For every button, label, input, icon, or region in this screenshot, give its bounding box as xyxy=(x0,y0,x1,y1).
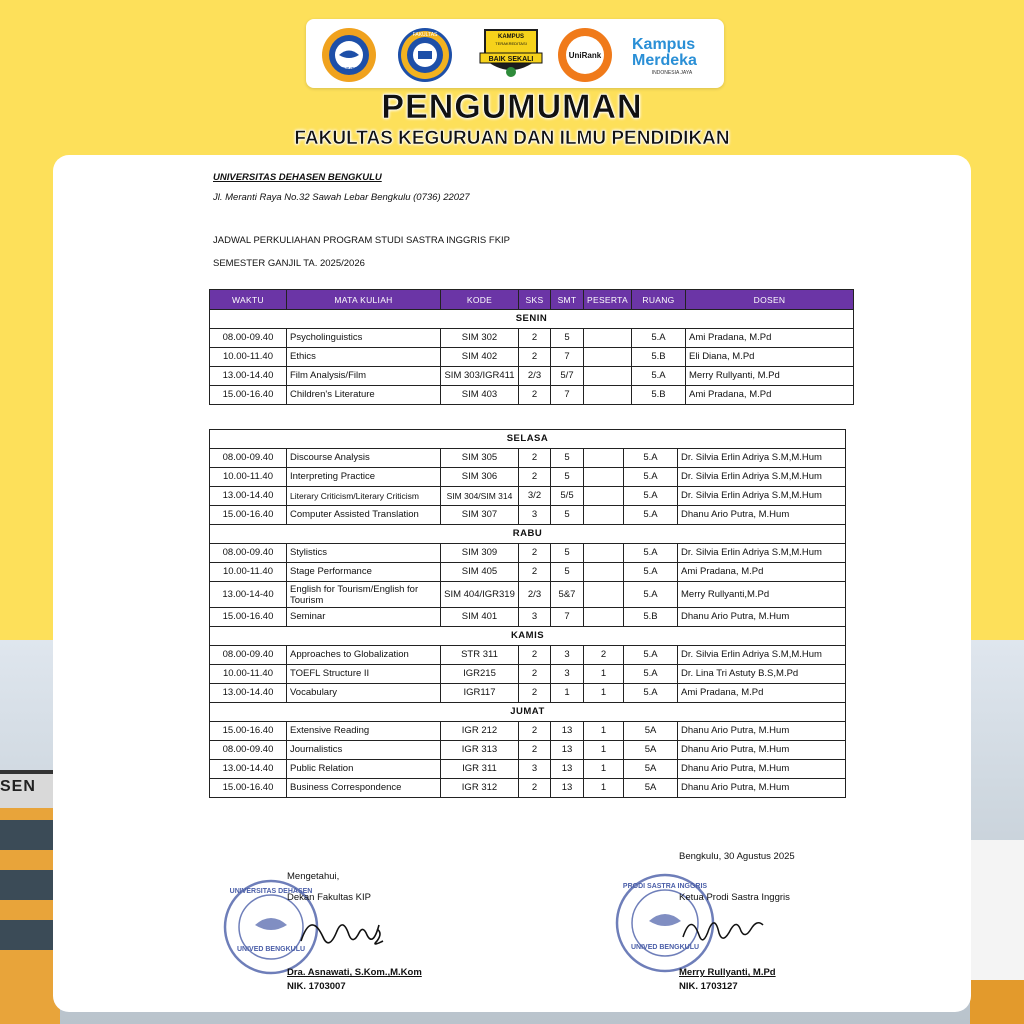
table-row xyxy=(210,348,854,367)
cell-sks: 2 xyxy=(519,665,551,684)
cell-time: 15.00-16.40 xyxy=(210,608,287,627)
cell-code: SIM 403 xyxy=(441,386,519,405)
university-seal-icon xyxy=(320,27,378,83)
cell-smt: 5 xyxy=(551,544,584,563)
cell-room: 5.A xyxy=(624,506,678,525)
cell-room: 5.B xyxy=(632,386,686,405)
day-row xyxy=(210,430,846,449)
cell-course: Seminar xyxy=(287,608,441,627)
svg-text:UniRank: UniRank xyxy=(568,51,602,60)
cell-time: 10.00-11.40 xyxy=(210,665,287,684)
svg-text:FAKULTAS: FAKULTAS xyxy=(412,32,438,38)
col-header: SKS xyxy=(519,290,551,310)
cell-smt: 5 xyxy=(551,468,584,487)
cell-sks: 2 xyxy=(519,722,551,741)
table-row xyxy=(210,741,846,760)
day-label: KAMIS xyxy=(210,627,846,646)
cell-course: Computer Assisted Translation xyxy=(287,506,441,525)
cell-lecturer: Dr. Silvia Erlin Adriya S.M,M.Hum xyxy=(678,468,846,487)
cell-lecturer: Dhanu Ario Putra, M.Hum xyxy=(678,779,846,798)
cell-room: 5.B xyxy=(624,608,678,627)
cell-time: 10.00-11.40 xyxy=(210,348,287,367)
cell-sks: 3/2 xyxy=(519,487,551,506)
cell-lecturer: Ami Pradana, M.Pd xyxy=(686,329,854,348)
cell-code: SIM 304/SIM 314 xyxy=(441,487,519,506)
table-row xyxy=(210,329,854,348)
cell-smt: 5 xyxy=(551,563,584,582)
day-label: SELASA xyxy=(210,430,846,449)
cell-time: 10.00-11.40 xyxy=(210,468,287,487)
table-row xyxy=(210,684,846,703)
table-row xyxy=(210,646,846,665)
cell-smt: 5 xyxy=(551,449,584,468)
svg-text:UNIVED: UNIVED xyxy=(339,67,359,73)
cell-room: 5.A xyxy=(624,684,678,703)
svg-text:INDONESIA JAYA: INDONESIA JAYA xyxy=(651,70,693,76)
cell-course: Public Relation xyxy=(287,760,441,779)
cell-smt: 5&7 xyxy=(551,582,584,608)
cell-peserta xyxy=(584,386,632,405)
cell-code: SIM 303/IGR411 xyxy=(441,367,519,386)
schedule-document xyxy=(53,155,971,1012)
table-row xyxy=(210,779,846,798)
cell-smt: 7 xyxy=(551,348,584,367)
cell-course: Interpreting Practice xyxy=(287,468,441,487)
cell-code: IGR 312 xyxy=(441,779,519,798)
cell-lecturer: Dhanu Ario Putra, M.Hum xyxy=(678,760,846,779)
cell-lecturer: Dr. Lina Tri Astuty B.S,M.Pd xyxy=(678,665,846,684)
cell-code: IGR215 xyxy=(441,665,519,684)
cell-sks: 2 xyxy=(519,468,551,487)
cell-code: SIM 405 xyxy=(441,563,519,582)
col-header: MATA KULIAH xyxy=(287,290,441,310)
cell-code: IGR 313 xyxy=(441,741,519,760)
table-row xyxy=(210,449,846,468)
cell-time: 15.00-16.40 xyxy=(210,722,287,741)
cell-lecturer: Ami Pradana, M.Pd xyxy=(686,386,854,405)
cell-room: 5.A xyxy=(624,665,678,684)
svg-text:Merdeka: Merdeka xyxy=(632,52,697,69)
svg-text:UNIVED BENGKULU: UNIVED BENGKULU xyxy=(630,944,700,951)
table-row xyxy=(210,665,846,684)
day-row xyxy=(210,627,846,646)
cell-course: Ethics xyxy=(287,348,441,367)
table-row xyxy=(210,468,846,487)
cell-room: 5.A xyxy=(624,544,678,563)
cell-lecturer: Eli Diana, M.Pd xyxy=(686,348,854,367)
university-address: Jl. Meranti Raya No.32 Sawah Lebar Bengkulu (0736) 22027 xyxy=(213,192,470,203)
svg-text:KAMPUS: KAMPUS xyxy=(497,34,525,40)
cell-time: 13.00-14.40 xyxy=(210,760,287,779)
building-sign: SEN xyxy=(0,778,36,795)
svg-text:UNIVERSITAS DEHASEN: UNIVERSITAS DEHASEN xyxy=(229,888,313,895)
col-header: WAKTU xyxy=(210,290,287,310)
cell-sks: 2 xyxy=(519,386,551,405)
cell-room: 5.A xyxy=(624,449,678,468)
building-right xyxy=(970,840,1024,1024)
table-row xyxy=(210,563,846,582)
cell-peserta xyxy=(584,367,632,386)
cell-room: 5.A xyxy=(624,468,678,487)
cell-course: Extensive Reading xyxy=(287,722,441,741)
semester-label: SEMESTER GANJIL TA. 2025/2026 xyxy=(213,258,365,269)
cell-course: Stylistics xyxy=(287,544,441,563)
cell-room: 5A xyxy=(624,741,678,760)
cell-room: 5.A xyxy=(624,646,678,665)
cell-code: SIM 302 xyxy=(441,329,519,348)
cell-code: SIM 401 xyxy=(441,608,519,627)
cell-course: Discourse Analysis xyxy=(287,449,441,468)
cell-course: TOEFL Structure II xyxy=(287,665,441,684)
cell-sks: 2 xyxy=(519,563,551,582)
day-label: RABU xyxy=(210,525,846,544)
table-header-row xyxy=(210,290,854,310)
cell-smt: 1 xyxy=(551,684,584,703)
cell-lecturer: Dhanu Ario Putra, M.Hum xyxy=(678,608,846,627)
cell-peserta: 1 xyxy=(584,779,624,798)
logo-bar xyxy=(306,19,724,88)
cell-lecturer: Dhanu Ario Putra, M.Hum xyxy=(678,722,846,741)
cell-peserta: 1 xyxy=(584,741,624,760)
prodi-name: Merry Rullyanti, M.Pd xyxy=(679,967,776,978)
building-left xyxy=(0,770,60,1024)
prodi-nik: NIK. 1703127 xyxy=(679,981,738,992)
cell-course: Vocabulary xyxy=(287,684,441,703)
cell-sks: 2 xyxy=(519,348,551,367)
cell-room: 5.A xyxy=(624,487,678,506)
dean-role: Dekan Fakultas KIP xyxy=(287,892,371,903)
cell-time: 15.00-16.40 xyxy=(210,506,287,525)
cell-room: 5.A xyxy=(624,582,678,608)
svg-text:TERAKREDITASI: TERAKREDITASI xyxy=(495,41,527,46)
cell-lecturer: Merry Rullyanti, M.Pd xyxy=(686,367,854,386)
cell-lecturer: Dhanu Ario Putra, M.Hum xyxy=(678,741,846,760)
table-row xyxy=(210,544,846,563)
cell-sks: 2 xyxy=(519,779,551,798)
schedule-table-monday xyxy=(209,289,854,405)
cell-smt: 3 xyxy=(551,665,584,684)
col-header: DOSEN xyxy=(686,290,854,310)
col-header: RUANG xyxy=(632,290,686,310)
dean-nik: NIK. 1703007 xyxy=(287,981,346,992)
cell-time: 13.00-14.40 xyxy=(210,487,287,506)
accreditation-badge-icon xyxy=(476,27,546,83)
cell-smt: 7 xyxy=(551,608,584,627)
cell-time: 13.00-14.40 xyxy=(210,367,287,386)
cell-sks: 3 xyxy=(519,506,551,525)
unirank-badge-icon xyxy=(556,27,614,83)
cell-time: 13.00-14-40 xyxy=(210,582,287,608)
cell-lecturer: Merry Rullyanti,M.Pd xyxy=(678,582,846,608)
col-header: SMT xyxy=(551,290,584,310)
cell-code: SIM 306 xyxy=(441,468,519,487)
cell-course: English for Tourism/English for Tourism xyxy=(287,582,441,608)
cell-time: 15.00-16.40 xyxy=(210,779,287,798)
day-row xyxy=(210,525,846,544)
cell-course: Psycholinguistics xyxy=(287,329,441,348)
prodi-signature-icon xyxy=(677,907,777,955)
university-name: UNIVERSITAS DEHASEN BENGKULU xyxy=(213,172,382,183)
cell-code: IGR117 xyxy=(441,684,519,703)
cell-lecturer: Ami Pradana, M.Pd xyxy=(678,684,846,703)
cell-peserta xyxy=(584,608,624,627)
table-row xyxy=(210,582,846,608)
dean-name: Dra. Asnawati, S.Kom.,M.Kom xyxy=(287,967,422,978)
cell-lecturer: Dr. Silvia Erlin Adriya S.M,M.Hum xyxy=(678,646,846,665)
day-label: SENIN xyxy=(210,310,854,329)
cell-smt: 13 xyxy=(551,722,584,741)
cell-sks: 3 xyxy=(519,608,551,627)
cell-sks: 3 xyxy=(519,760,551,779)
svg-text:PRODI SASTRA INGGRIS: PRODI SASTRA INGGRIS xyxy=(622,883,708,890)
cell-peserta: 1 xyxy=(584,722,624,741)
cell-course: Approaches to Globalization xyxy=(287,646,441,665)
cell-time: 08.00-09.40 xyxy=(210,646,287,665)
dean-signature-icon xyxy=(293,905,403,955)
schedule-table-weekdays xyxy=(209,429,846,798)
cell-room: 5.A xyxy=(632,367,686,386)
cell-course: Literary Criticism/Literary Criticism xyxy=(287,487,441,506)
cell-code: IGR 212 xyxy=(441,722,519,741)
cell-time: 08.00-09.40 xyxy=(210,544,287,563)
cell-smt: 3 xyxy=(551,646,584,665)
cell-room: 5A xyxy=(624,760,678,779)
cell-time: 08.00-09.40 xyxy=(210,329,287,348)
table-row xyxy=(210,487,846,506)
cell-code: STR 311 xyxy=(441,646,519,665)
table-row xyxy=(210,722,846,741)
cell-room: 5.B xyxy=(632,348,686,367)
cell-peserta xyxy=(584,348,632,367)
cell-smt: 7 xyxy=(551,386,584,405)
cell-course: Children's Literature xyxy=(287,386,441,405)
schedule-title: JADWAL PERKULIAHAN PROGRAM STUDI SASTRA INGGRIS FKIP xyxy=(213,235,511,246)
cell-peserta xyxy=(584,487,624,506)
cell-lecturer: Dr. Silvia Erlin Adriya S.M,M.Hum xyxy=(678,544,846,563)
place-date: Bengkulu, 30 Agustus 2025 xyxy=(679,851,795,862)
cell-sks: 2 xyxy=(519,544,551,563)
cell-course: Film Analysis/Film xyxy=(287,367,441,386)
day-row xyxy=(210,310,854,329)
cell-sks: 2 xyxy=(519,449,551,468)
cell-peserta xyxy=(584,506,624,525)
cell-smt: 5 xyxy=(551,329,584,348)
table-row xyxy=(210,386,854,405)
cell-code: SIM 309 xyxy=(441,544,519,563)
table-row xyxy=(210,760,846,779)
cell-smt: 5/7 xyxy=(551,367,584,386)
kampus-merdeka-logo-icon xyxy=(628,27,714,83)
cell-code: IGR 311 xyxy=(441,760,519,779)
cell-room: 5.A xyxy=(632,329,686,348)
faculty-seal-icon xyxy=(396,27,454,83)
svg-text:UNIVED BENGKULU: UNIVED BENGKULU xyxy=(236,946,306,953)
cell-smt: 13 xyxy=(551,779,584,798)
col-header: KODE xyxy=(441,290,519,310)
cell-sks: 2/3 xyxy=(519,367,551,386)
cell-course: Journalistics xyxy=(287,741,441,760)
cell-smt: 13 xyxy=(551,741,584,760)
cell-sks: 2 xyxy=(519,684,551,703)
cell-peserta: 1 xyxy=(584,665,624,684)
table-row xyxy=(210,608,846,627)
cell-time: 08.00-09.40 xyxy=(210,741,287,760)
day-row xyxy=(210,703,846,722)
page-title: PENGUMUMAN xyxy=(381,88,643,126)
day-label: JUMAT xyxy=(210,703,846,722)
cell-room: 5A xyxy=(624,779,678,798)
cell-code: SIM 402 xyxy=(441,348,519,367)
cell-peserta xyxy=(584,329,632,348)
page-subtitle: FAKULTAS KEGURUAN DAN ILMU PENDIDIKAN xyxy=(294,128,730,149)
cell-code: SIM 404/IGR319 xyxy=(441,582,519,608)
cell-sks: 2/3 xyxy=(519,582,551,608)
acknowledge-label: Mengetahui, xyxy=(287,871,340,882)
col-header: PESERTA xyxy=(584,290,632,310)
table-row xyxy=(210,506,846,525)
cell-sks: 2 xyxy=(519,646,551,665)
cell-code: SIM 307 xyxy=(441,506,519,525)
cell-time: 13.00-14.40 xyxy=(210,684,287,703)
cell-time: 10.00-11.40 xyxy=(210,563,287,582)
cell-peserta: 1 xyxy=(584,760,624,779)
prodi-role: Ketua Prodi Sastra Inggris xyxy=(679,892,790,903)
cell-smt: 13 xyxy=(551,760,584,779)
cell-sks: 2 xyxy=(519,741,551,760)
cell-peserta xyxy=(584,544,624,563)
cell-lecturer: Dr. Silvia Erlin Adriya S.M,M.Hum xyxy=(678,449,846,468)
cell-time: 15.00-16.40 xyxy=(210,386,287,405)
cell-time: 08.00-09.40 xyxy=(210,449,287,468)
cell-smt: 5/5 xyxy=(551,487,584,506)
cell-peserta xyxy=(584,449,624,468)
cell-peserta xyxy=(584,563,624,582)
cell-peserta: 1 xyxy=(584,684,624,703)
table-row xyxy=(210,367,854,386)
cell-code: SIM 305 xyxy=(441,449,519,468)
cell-peserta: 2 xyxy=(584,646,624,665)
cell-smt: 5 xyxy=(551,506,584,525)
cell-lecturer: Dr. Silvia Erlin Adriya S.M,M.Hum xyxy=(678,487,846,506)
cell-sks: 2 xyxy=(519,329,551,348)
cell-room: 5A xyxy=(624,722,678,741)
cell-course: Stage Performance xyxy=(287,563,441,582)
cell-peserta xyxy=(584,582,624,608)
cell-course: Business Correspondence xyxy=(287,779,441,798)
svg-text:Kampus: Kampus xyxy=(632,36,696,53)
svg-text:BAIK SEKALI: BAIK SEKALI xyxy=(488,56,534,63)
cell-peserta xyxy=(584,468,624,487)
cell-room: 5.A xyxy=(624,563,678,582)
cell-lecturer: Dhanu Ario Putra, M.Hum xyxy=(678,506,846,525)
cell-lecturer: Ami Pradana, M.Pd xyxy=(678,563,846,582)
